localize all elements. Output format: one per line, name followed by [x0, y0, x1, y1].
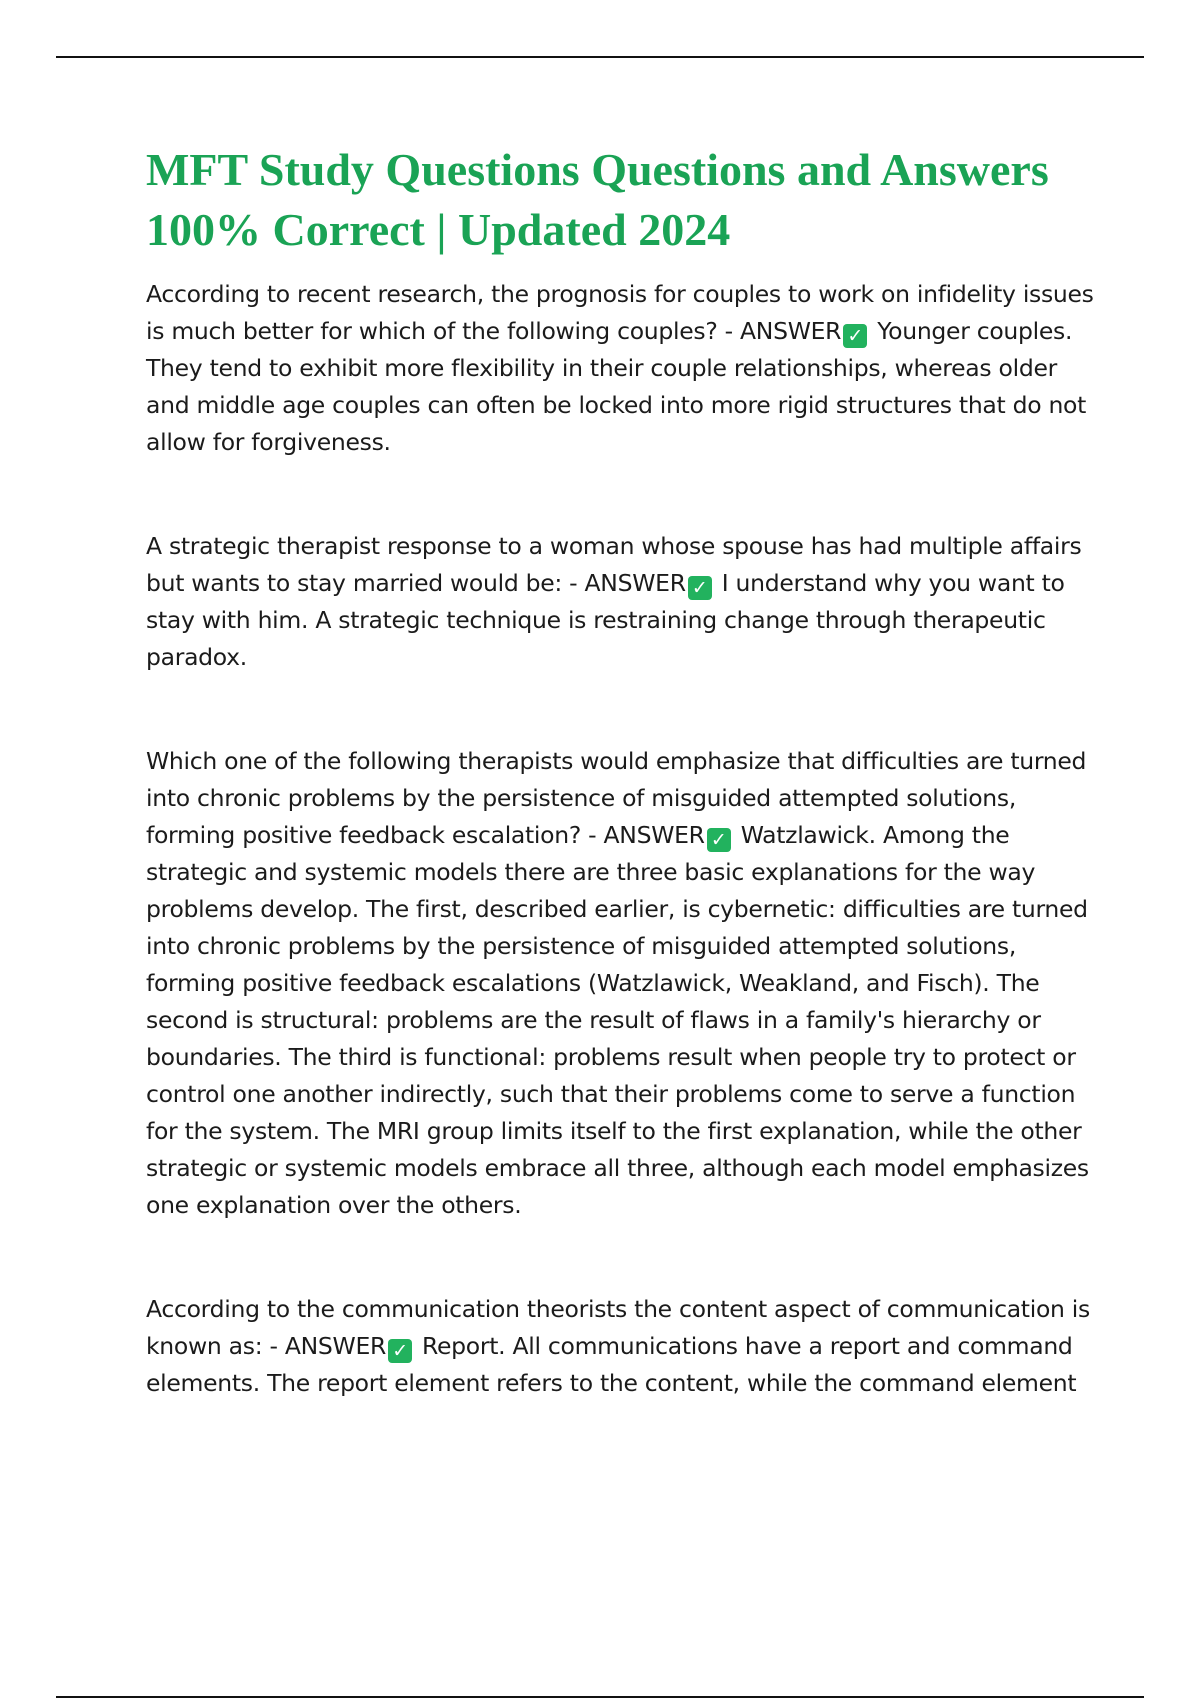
answer-text: Watzlawick. Among the strategic and systemic models there are three basic explanations for the way problems develop. The first, described earlier, is cybernetic: difficulties are turned into chronic problems by the persistence of misguided attempted solutions, forming positive feedback escalations (Watzlawick, Weakland, and Fisch). The second is structural: problems are the result of flaws in a family's hierarchy or boundaries. The third is functional: problems result when people try to protect or control one another indirectly, such that their problems come to serve a function for the system. The MRI group limits itself to the first explanation, while the other strategic or systemic models embrace all three, although each model emphasizes one explanation over the others. [146, 821, 1089, 1219]
check-icon: ✓ [707, 828, 731, 852]
qa-item-2 [146, 528, 1096, 676]
question-text: A strategic therapist response to a woman whose spouse has had multiple affairs but wants to stay married would be: - ANSWER [146, 532, 1082, 597]
question-text: According to the communication theorists the content aspect of communication is known as: - ANSWER [146, 1295, 1090, 1360]
qa-item-1 [146, 276, 1096, 461]
qa-item-3 [146, 743, 1096, 1224]
question-text: Which one of the following therapists would emphasize that difficulties are turned into chronic problems by the persistence of misguided attempted solutions, forming positive feedback escalation? - ANSWER [146, 747, 1087, 849]
answer-text: I understand why you want to stay with him. A strategic technique is restraining change through therapeutic paradox. [146, 569, 1065, 671]
check-icon: ✓ [843, 324, 867, 348]
document-body [146, 140, 1096, 1402]
document-title: MFT Study Questions Questions and Answers 100% Correct | Updated 2024 [146, 144, 1049, 255]
top-rule [56, 56, 1144, 58]
qa-item-4 [146, 1291, 1096, 1402]
question-text: According to recent research, the prognosis for couples to work on infidelity issues is much better for which of the following couples? - ANSWER [146, 280, 1094, 345]
check-icon: ✓ [388, 1339, 412, 1363]
answer-text: Younger couples. They tend to exhibit more flexibility in their couple relationships, whereas older and middle age couples can often be locked into more rigid structures that do not allow for forgiveness. [146, 317, 1087, 456]
check-icon: ✓ [688, 576, 712, 600]
answer-text: Report. All communications have a report and command elements. The report element refers to the content, while the command element [146, 1332, 1077, 1397]
bottom-rule [56, 1696, 1144, 1698]
